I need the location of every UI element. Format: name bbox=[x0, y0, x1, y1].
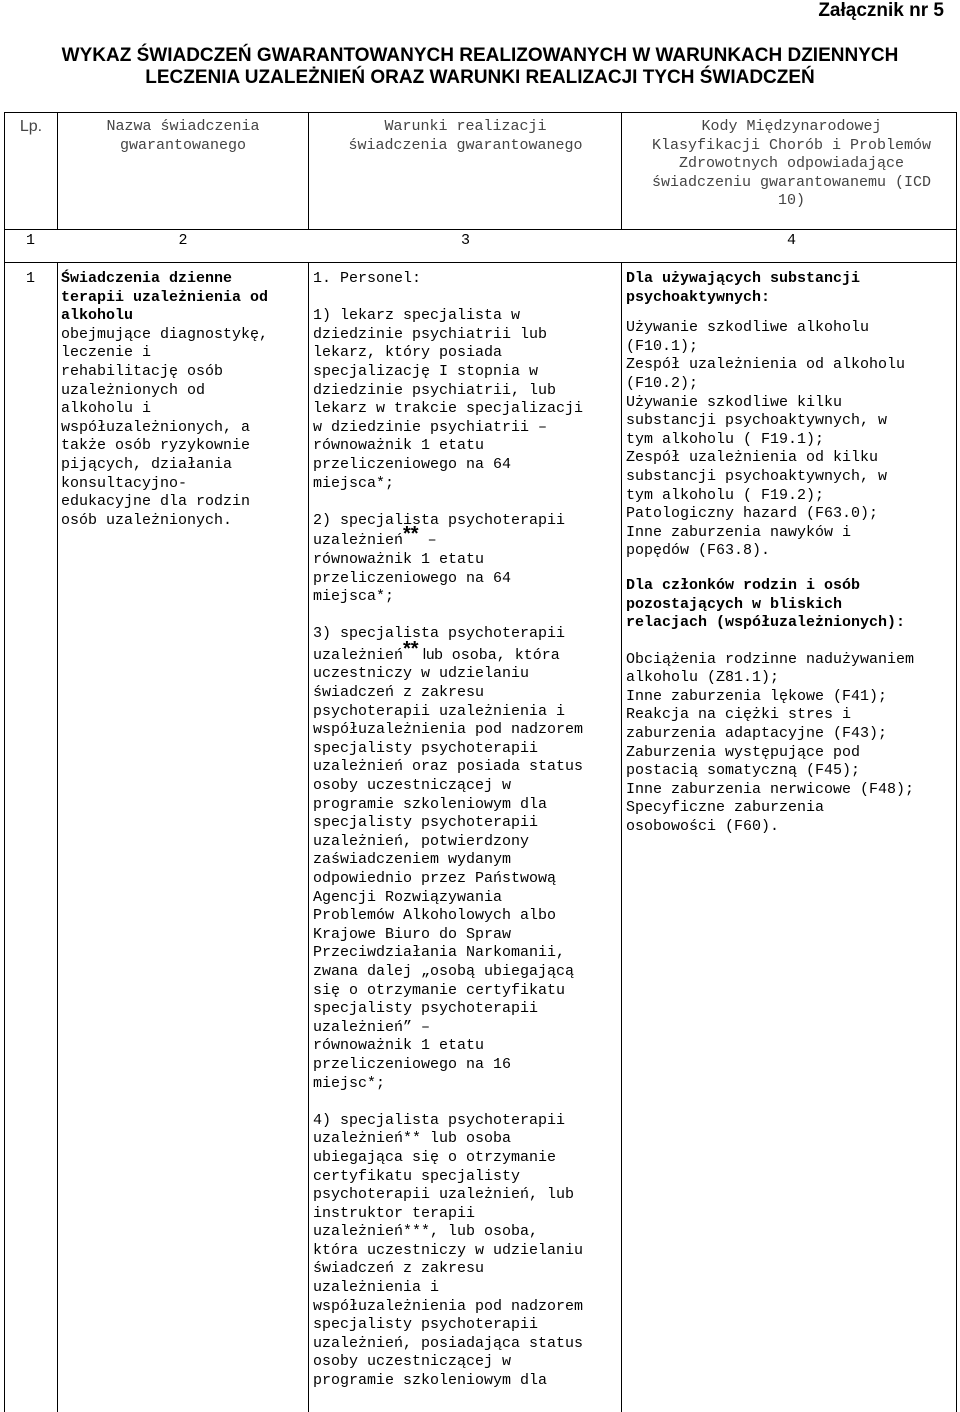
personnel-item-line: miejsca*; bbox=[313, 588, 395, 606]
service-name-line: osób uzależnionych. bbox=[61, 511, 233, 529]
personnel-item-line: uzależnień** lub osoba bbox=[313, 1130, 512, 1148]
personnel-item-line: lekarz, który posiada bbox=[313, 344, 503, 362]
service-name-line: konsultacyjno- bbox=[61, 474, 188, 492]
personnel-item-line: dziedzinie psychiatrii lub bbox=[313, 325, 548, 343]
personnel-item-line: przeliczeniowego na 16 bbox=[313, 1055, 512, 1073]
personnel-item-line: Krajowe Biuro do Spraw bbox=[313, 925, 512, 943]
icd-code-line: Inne zaburzenia nawyków i bbox=[626, 523, 852, 541]
icd-codes-cell bbox=[626, 270, 957, 837]
personnel-item-line: 4) specjalista psychoterapii bbox=[313, 1111, 566, 1129]
icd-code-line: zaburzenia adaptacyjne (F43); bbox=[626, 725, 888, 743]
icd-code-line: Specyficzne zaburzenia bbox=[626, 799, 825, 817]
personnel-item-line: specjalisty psychoterapii bbox=[313, 739, 539, 757]
title-line-2: LECZENIA UZALEŻNIEŃ ORAZ WARUNKI REALIZACJI TYCH ŚWIADCZEŃ bbox=[145, 67, 815, 88]
personnel-item-line: równoważnik 1 etatu bbox=[313, 550, 485, 568]
icd-code-line: Inne zaburzenia nerwicowe (F48); bbox=[626, 780, 915, 798]
personnel-item-line: uzależnień***, lub osoba, bbox=[313, 1223, 539, 1241]
column-divider-1 bbox=[57, 112, 58, 229]
personnel-item-lub: lub bbox=[418, 645, 443, 663]
personnel-item-line: psychoterapii uzależnienia i bbox=[313, 702, 566, 720]
personnel-item-line: programie szkoleniowym dla bbox=[313, 795, 548, 813]
service-name-line: edukacyjne dla rodzin bbox=[61, 493, 251, 511]
icd-code-line: Inne zaburzenia lękowe (F41); bbox=[626, 687, 888, 705]
annex-label: Załącznik nr 5 bbox=[818, 0, 944, 21]
column-divider-3 bbox=[621, 112, 622, 229]
personnel-heading: 1. Personel: bbox=[313, 270, 422, 287]
personnel-item-line: współuzależnienia pod nadzorem bbox=[313, 721, 584, 739]
row-lp: 1 bbox=[26, 270, 36, 287]
icd-code-line: substancji psychoaktywnych, w bbox=[626, 467, 888, 485]
header-conditions-line: świadczenia gwarantowanego bbox=[348, 136, 583, 154]
personnel-item-line: ubiegająca się o otrzymanie bbox=[313, 1148, 557, 1166]
icd-code-line: Używanie szkodliwe kilku bbox=[626, 393, 843, 411]
personnel-item-line: miejsca*; bbox=[313, 474, 395, 492]
personnel-item-1 bbox=[313, 307, 618, 493]
icd-group-heading: Dla członków rodzin i osób bbox=[626, 576, 861, 594]
personnel-item-line: 1) lekarz specjalista w bbox=[313, 307, 521, 325]
header-icd-line: świadczeniu gwarantowanemu (ICD bbox=[651, 173, 932, 191]
table-header-divider bbox=[4, 229, 957, 230]
personnel-item-2 bbox=[313, 512, 618, 607]
personnel-item-line: zaświadczeniem wydanym bbox=[313, 851, 512, 869]
personnel-item-line bbox=[313, 523, 618, 551]
header-lp: Lp. bbox=[19, 118, 43, 135]
personnel-item-line: uzależnień, potwierdzony bbox=[313, 832, 530, 850]
personnel-item-3 bbox=[313, 625, 618, 1093]
icd-code-line: osobowości (F60). bbox=[626, 818, 780, 836]
service-name-line: leczenie i bbox=[61, 344, 152, 362]
personnel-item-line: Przeciwdziałania Narkomanii, bbox=[313, 944, 566, 962]
personnel-item-line: 3) specjalista psychoterapii bbox=[313, 625, 566, 643]
personnel-item-line: osoby uczestniczącej w bbox=[313, 1353, 512, 1371]
personnel-item-line: certyfikatu specjalisty bbox=[313, 1167, 521, 1185]
header-icd-line: 10) bbox=[777, 192, 805, 210]
title-line-1: WYKAZ ŚWIADCZEŃ GWARANTOWANYCH REALIZOWANYCH W WARUNKACH DZIENNYCH bbox=[61, 45, 899, 66]
personnel-item-line: się o otrzymanie certyfikatu bbox=[313, 981, 566, 999]
personnel-item-line: Problemów Alkoholowych albo bbox=[313, 907, 557, 925]
personnel-item-line: dziedzinie psychiatrii, lub bbox=[313, 381, 557, 399]
personnel-item-line: równoważnik 1 etatu bbox=[313, 1037, 485, 1055]
service-name-line: obejmujące diagnostykę, bbox=[61, 325, 269, 343]
icd-code-line: substancji psychoaktywnych, w bbox=[626, 412, 888, 430]
column-divider-2-body bbox=[308, 262, 309, 1412]
service-name-line: pijących, działania bbox=[61, 455, 233, 473]
personnel-item-line: odpowiednio przez Państwową bbox=[313, 870, 557, 887]
column-number-1: 1 bbox=[26, 232, 36, 249]
personnel-item-after: osoba, która bbox=[442, 646, 560, 664]
conditions-cell bbox=[313, 270, 618, 1391]
personnel-item-line: świadczeń z zakresu bbox=[313, 684, 485, 702]
table-numbers-divider bbox=[4, 262, 957, 263]
personnel-item-line: zwana dalej „osobą ubiegającą bbox=[313, 962, 575, 980]
personnel-item-line: uzależnienia i bbox=[313, 1279, 440, 1297]
double-asterisk-mark: ** bbox=[403, 523, 419, 546]
icd-code-line: Używanie szkodliwe alkoholu bbox=[626, 319, 870, 337]
personnel-item-line: uzależnień, posiadająca status bbox=[313, 1334, 584, 1352]
header-name-line: Nazwa świadczenia bbox=[106, 118, 260, 135]
personnel-item-line: uczestniczy w udzielaniu bbox=[313, 665, 530, 683]
icd-code-line: Zaburzenia występujące pod bbox=[626, 743, 861, 761]
personnel-item-line: przeliczeniowego na 64 bbox=[313, 455, 512, 473]
personnel-item-line: która uczestniczy w udzielaniu bbox=[313, 1241, 584, 1259]
table-border-top bbox=[4, 112, 957, 113]
icd-code-line: popędów (F63.8). bbox=[626, 542, 771, 560]
column-divider-2 bbox=[308, 112, 309, 229]
header-name bbox=[61, 118, 305, 155]
icd-code-line: tym alkoholu ( F19.2); bbox=[626, 486, 825, 504]
icd-code-line: (F10.2); bbox=[626, 374, 699, 392]
personnel-item-word: uzależnień bbox=[313, 646, 404, 664]
personnel-item-line: specjalizację I stopnia w bbox=[313, 362, 539, 380]
icd-code-line: tym alkoholu ( F19.1); bbox=[626, 430, 825, 448]
personnel-item-4 bbox=[313, 1112, 618, 1391]
personnel-item-line: specjalisty psychoterapii bbox=[313, 814, 539, 832]
personnel-item-line: współuzależnienia pod nadzorem bbox=[313, 1297, 584, 1315]
icd-group-heading: Dla używających substancji bbox=[626, 270, 861, 287]
header-icd bbox=[626, 118, 957, 211]
service-name-cell bbox=[61, 270, 305, 530]
header-conditions-line: Warunki realizacji bbox=[384, 118, 547, 135]
service-name-line: rehabilitację osób bbox=[61, 362, 224, 380]
service-name-line: uzależnionych od bbox=[61, 381, 206, 399]
personnel-item-line: w dziedzinie psychiatrii – bbox=[313, 418, 548, 436]
column-number-3: 3 bbox=[460, 232, 470, 249]
service-name-line: także osób ryzykownie bbox=[61, 437, 251, 455]
personnel-item-line: Agencji Rozwiązywania bbox=[313, 888, 503, 906]
icd-code-line: alkoholu (Z81.1); bbox=[626, 669, 780, 687]
personnel-item-word: uzależnień bbox=[313, 532, 404, 550]
icd-code-line: postacią somatyczną (F45); bbox=[626, 762, 861, 780]
service-name-bold-line: alkoholu bbox=[61, 307, 134, 325]
header-icd-line: Klasyfikacji Chorób i Problemów bbox=[651, 136, 932, 154]
header-name-line: gwarantowanego bbox=[119, 136, 247, 154]
personnel-item-line: uzależnień oraz posiada status bbox=[313, 758, 584, 776]
icd-code-line: Zespół uzależnienia od kilku bbox=[626, 449, 879, 467]
icd-code-line: Obciążenia rodzinne nadużywaniem bbox=[626, 650, 915, 668]
column-divider-1-body bbox=[57, 262, 58, 1412]
document-title bbox=[0, 45, 960, 89]
personnel-item-line: osoby uczestniczącej w bbox=[313, 777, 512, 795]
column-divider-3-body bbox=[621, 262, 622, 1412]
personnel-item-line: instruktor terapii bbox=[313, 1204, 476, 1222]
personnel-item-line: 2) specjalista psychoterapii bbox=[313, 511, 566, 529]
header-conditions bbox=[313, 118, 618, 155]
services-table bbox=[4, 112, 957, 1412]
icd-code-line: Zespół uzależnienia od alkoholu bbox=[626, 356, 906, 374]
table-border-left bbox=[4, 112, 5, 1412]
personnel-item-line: przeliczeniowego na 64 bbox=[313, 569, 512, 587]
personnel-item-line: równoważnik 1 etatu bbox=[313, 437, 485, 455]
icd-group-heading: relacjach (współuzależnionych): bbox=[626, 614, 906, 632]
personnel-item-line: uzależnień” – bbox=[313, 1018, 431, 1036]
icd-code-line: Patologiczny hazard (F63.0); bbox=[626, 505, 879, 523]
icd-group-heading: psychoaktywnych: bbox=[626, 288, 771, 306]
personnel-item-line: miejsc*; bbox=[313, 1074, 386, 1092]
icd-code-line: Reakcja na ciężki stres i bbox=[626, 706, 852, 724]
column-number-4: 4 bbox=[786, 232, 796, 249]
personnel-item-line: lekarz w trakcie specjalizacji bbox=[313, 400, 584, 418]
header-icd-line: Zdrowotnych odpowiadające bbox=[678, 155, 905, 173]
column-number-2: 2 bbox=[178, 232, 188, 249]
personnel-item-line: specjalisty psychoterapii bbox=[313, 1000, 539, 1018]
personnel-item-line: programie szkoleniowym dla bbox=[313, 1372, 548, 1390]
personnel-item-line bbox=[313, 637, 618, 666]
double-asterisk-mark: ** bbox=[403, 637, 419, 660]
personnel-item-line: psychoterapii uzależnień, lub bbox=[313, 1186, 575, 1204]
service-name-line: alkoholu i bbox=[61, 400, 152, 418]
icd-code-line: (F10.1); bbox=[626, 337, 699, 355]
personnel-item-line: specjalisty psychoterapii bbox=[313, 1316, 539, 1334]
icd-group-heading: pozostających w bliskich bbox=[626, 595, 843, 613]
personnel-item-suffix: – bbox=[418, 532, 437, 550]
personnel-item-line: świadczeń z zakresu bbox=[313, 1260, 485, 1278]
service-name-line: współuzależnionych, a bbox=[61, 418, 251, 436]
header-icd-line: Kody Międzynarodowej bbox=[701, 118, 882, 135]
service-name-bold-line: terapii uzależnienia od bbox=[61, 288, 269, 306]
service-name-bold-line: Świadczenia dzienne bbox=[61, 270, 233, 287]
